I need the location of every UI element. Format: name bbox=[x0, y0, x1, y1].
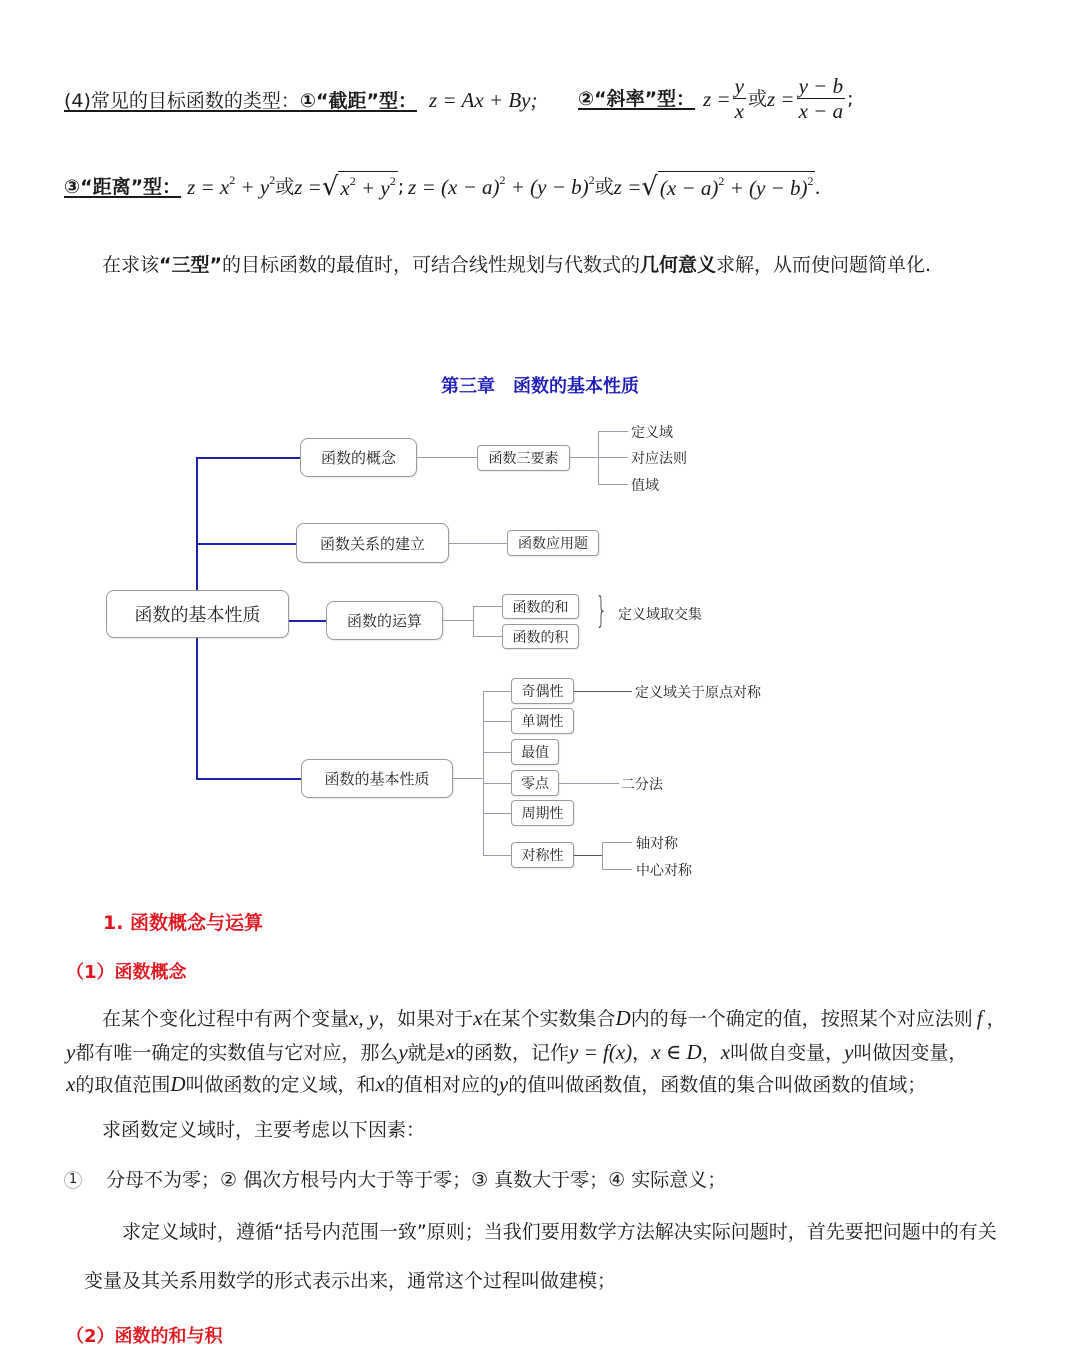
connector bbox=[483, 752, 511, 753]
connector bbox=[483, 721, 511, 722]
node-extremum: 最值 bbox=[511, 739, 559, 765]
distance-type-label: ③“距离”型： bbox=[64, 176, 182, 198]
branch-concept: 函数的概念 bbox=[300, 438, 417, 477]
connector bbox=[602, 842, 603, 869]
node-product: 函数的积 bbox=[502, 624, 579, 649]
distance-z: z = bbox=[294, 175, 322, 199]
connector bbox=[473, 606, 502, 607]
note-domain-intersection: 定义域取交集 bbox=[618, 607, 702, 623]
branch-properties: 函数的基本性质 bbox=[301, 759, 453, 798]
connector bbox=[598, 484, 628, 485]
connector bbox=[559, 783, 619, 784]
connector bbox=[483, 813, 511, 814]
definition-line-3: x的取值范围D叫做函数的定义域，和x的值相对应的y的值叫做函数值，函数值的集合叫做函数的值域； bbox=[66, 1072, 927, 1096]
connector bbox=[483, 855, 511, 856]
leaf-mapping-rule: 对应法则 bbox=[631, 451, 687, 467]
intercept-formula: z = Ax + By; bbox=[429, 88, 538, 112]
sqrt-icon: √ bbox=[321, 172, 339, 202]
fraction-y-over-x: $\frac{y}{x}$ bbox=[734, 74, 744, 123]
connector bbox=[449, 543, 507, 544]
semicolon: ; bbox=[847, 87, 854, 110]
connector bbox=[483, 691, 484, 856]
definition-line-1: 在某个变化过程中有两个变量x, y，如果对于x在某个实数集合D内的每一个确定的值，按照某个对应法则 f ， bbox=[102, 1006, 1006, 1030]
note-bisection: 二分法 bbox=[621, 777, 663, 793]
period: . bbox=[815, 175, 821, 199]
node-three-elements: 函数三要素 bbox=[477, 445, 570, 471]
target-function-types-line1 bbox=[64, 88, 537, 113]
slope-z: z = bbox=[703, 86, 731, 111]
root-node: 函数的基本性质 bbox=[106, 590, 289, 638]
or-text: 或 bbox=[747, 87, 767, 110]
node-application: 函数应用题 bbox=[507, 530, 599, 556]
node-monotonicity: 单调性 bbox=[511, 708, 574, 734]
connector bbox=[602, 842, 632, 843]
modeling-paragraph-line-2: 变量及其关系用数学的形式表示出来，通常这个过程叫做建模； bbox=[84, 1270, 617, 1292]
summary-paragraph: 在求该“三型”的目标函数的最值时，可结合线性规划与代数式的几何意义求解，从而使问题简单化. bbox=[102, 254, 932, 276]
definition-line-2: y都有唯一确定的实数值与它对应，那么y就是x的函数，记作y = f(x)，x ∈ D，x叫做自变量，y叫做因变量， bbox=[66, 1040, 968, 1064]
connector bbox=[288, 620, 326, 622]
note-symmetric-domain: 定义域关于原点对称 bbox=[635, 685, 761, 701]
node-zero: 零点 bbox=[511, 770, 559, 796]
connector bbox=[196, 543, 296, 545]
node-periodicity: 周期性 bbox=[511, 800, 574, 826]
sqrt-1: $x^2 + y^2$ bbox=[338, 171, 397, 199]
connector bbox=[602, 869, 632, 870]
chapter-title: 第三章 函数的基本性质 bbox=[441, 376, 639, 397]
connector bbox=[417, 457, 477, 458]
sqrt-2: $(x - a)^2 + (y - b)^2$ bbox=[658, 171, 816, 199]
connector bbox=[598, 457, 628, 458]
brace-icon: } bbox=[595, 590, 608, 631]
note-central-symmetry: 中心对称 bbox=[636, 863, 692, 879]
slope-z2: z = bbox=[767, 86, 795, 111]
connector bbox=[196, 778, 301, 780]
sqrt-icon: √ bbox=[641, 172, 658, 202]
leaf-range: 值域 bbox=[631, 478, 659, 494]
domain-factors-intro: 求函数定义域时，主要考虑以下因素： bbox=[102, 1119, 426, 1141]
semicolon: ; bbox=[397, 176, 405, 198]
slope-type bbox=[578, 74, 854, 123]
fraction-yb-over-xa: $\frac{y - b}{x - a}$ bbox=[798, 74, 844, 123]
intercept-type-label: ①“截距”型： bbox=[299, 90, 417, 112]
node-symmetry: 对称性 bbox=[511, 842, 574, 868]
or-text: 或 bbox=[594, 176, 614, 198]
domain-factors-list: 1 分母不为零；② 偶次方根号内大于等于零；③ 真数大于零；④ 实际意义； bbox=[64, 1168, 726, 1192]
subsection-heading-sum-product: （2）函数的和与积 bbox=[66, 1326, 223, 1347]
connector bbox=[473, 636, 502, 637]
section-heading: 1. 函数概念与运算 bbox=[103, 912, 264, 934]
node-parity: 奇偶性 bbox=[511, 678, 574, 704]
connector bbox=[196, 457, 300, 459]
branch-relation: 函数关系的建立 bbox=[296, 523, 449, 563]
distance-formula-1: $z = x^2 + y^2$ bbox=[187, 173, 276, 199]
node-sum: 函数的和 bbox=[502, 594, 579, 619]
connector bbox=[473, 606, 474, 636]
connector bbox=[574, 855, 602, 856]
distance-formula-3: $z = (x - a)^2 + (y - b)^2$ bbox=[408, 173, 595, 199]
leaf-domain: 定义域 bbox=[631, 425, 673, 441]
subsection-heading-concept: （1）函数概念 bbox=[66, 962, 187, 983]
distance-type bbox=[64, 170, 821, 202]
types-prefix: (4)常见的目标函数的类型： bbox=[64, 90, 300, 112]
connector bbox=[443, 620, 473, 621]
branch-operations: 函数的运算 bbox=[326, 601, 443, 640]
connector bbox=[483, 691, 511, 692]
connector bbox=[453, 778, 483, 779]
note-axial-symmetry: 轴对称 bbox=[636, 836, 678, 852]
connector bbox=[598, 431, 628, 432]
connector bbox=[574, 691, 632, 692]
or-text: 或 bbox=[275, 176, 295, 198]
modeling-paragraph-line-1: 求定义域时，遵循“括号内范围一致”原则；当我们要用数学方法解决实际问题时，首先要把问题中的有关 bbox=[122, 1221, 997, 1243]
connector bbox=[570, 457, 598, 458]
slope-type-label: ②“斜率”型： bbox=[578, 87, 696, 110]
connector bbox=[483, 783, 511, 784]
circled-number-1: 1 bbox=[64, 1171, 82, 1189]
distance-z: z = bbox=[613, 175, 642, 199]
